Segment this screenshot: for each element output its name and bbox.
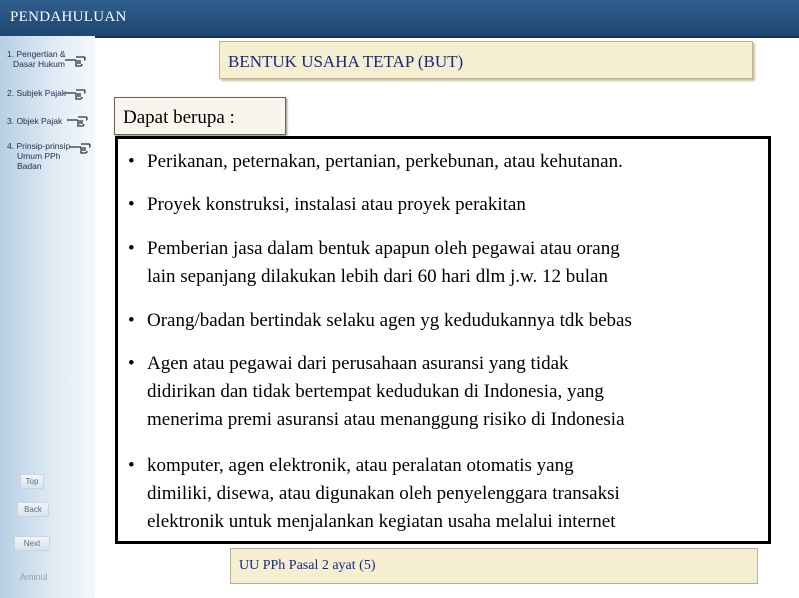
list-item (128, 235, 758, 291)
list-item-line: Proyek konstruksi, instalasi atau proyek perakitan (147, 194, 526, 215)
pointing-hand-icon[interactable] (64, 87, 86, 101)
bullet-dot: • (128, 151, 135, 172)
back-button[interactable]: Back (17, 502, 49, 517)
list-item-line: Pemberian jasa dalam bentuk apapun oleh pegawai atau orang (147, 238, 620, 259)
list-item (128, 350, 758, 434)
pointing-hand-icon[interactable] (69, 141, 91, 155)
pointing-hand-icon[interactable] (64, 54, 86, 68)
list-item-line: Agen atau pegawai dari perusahaan asuransi yang tidak (147, 353, 569, 374)
list-item-line: Perikanan, peternakan, pertanian, perkebunan, atau kehutanan. (147, 151, 623, 172)
content-box (115, 136, 771, 544)
subtitle: Dapat berupa : (123, 107, 235, 128)
top-button[interactable]: Top (20, 474, 44, 489)
author-name: Aminul (20, 572, 48, 582)
list-item-line: elektronik untuk menjalankan kegiatan usaha melalui internet (147, 511, 616, 532)
sidebar-item-label: 2. Subjek Pajak (7, 88, 67, 98)
sidebar-item-label: 4. Prinsip-prinsip (7, 141, 71, 151)
list-item-line: komputer, agen elektronik, atau peralatan otomatis yang (147, 455, 574, 476)
list-item (128, 307, 758, 335)
sidebar (0, 36, 95, 598)
bullet-dot: • (128, 238, 135, 259)
bullet-dot: • (128, 310, 135, 331)
next-button[interactable]: Next (14, 536, 50, 551)
sidebar-item-label: Dasar Hukum (13, 59, 65, 69)
list-item-line: Orang/badan bertindak selaku agen yg kedudukannya tdk bebas (147, 310, 632, 331)
slide-title-box (219, 41, 753, 79)
list-item (128, 191, 758, 219)
bullet-dot: • (128, 194, 135, 215)
list-item-line: dimiliki, disewa, atau digunakan oleh penyelenggara transaksi (147, 483, 620, 504)
sidebar-item-objek-pajak[interactable] (7, 116, 62, 126)
header-title: PENDAHULUAN (10, 9, 127, 25)
sidebar-item-pengertian[interactable] (7, 49, 66, 69)
sidebar-item-label: Umum PPh (17, 151, 61, 161)
sidebar-item-label: Badan (17, 161, 42, 171)
subtitle-box (114, 97, 286, 135)
pointing-hand-icon[interactable] (66, 114, 88, 128)
sidebar-item-prinsip-umum[interactable] (7, 141, 70, 171)
list-item (128, 452, 758, 536)
header-bar (0, 0, 799, 38)
sidebar-item-label: 1. Pengertian & (7, 49, 66, 59)
slide-title: BENTUK USAHA TETAP (BUT) (228, 52, 464, 71)
bullet-dot: • (128, 353, 135, 374)
sidebar-item-subjek-pajak[interactable] (7, 88, 66, 98)
reference-box (230, 548, 758, 584)
list-item-line: didirikan dan tidak bertempat kedudukan di Indonesia, yang (147, 381, 604, 402)
bullet-dot: • (128, 455, 135, 476)
list-item (128, 148, 758, 176)
reference-text: UU PPh Pasal 2 ayat (5) (239, 558, 376, 573)
list-item-line: lain sepanjang dilakukan lebih dari 60 hari dlm j.w. 12 bulan (147, 266, 608, 287)
list-item-line: menerima premi asuransi atau menanggung risiko di Indonesia (147, 409, 625, 430)
sidebar-item-label: 3. Objek Pajak (7, 116, 63, 126)
